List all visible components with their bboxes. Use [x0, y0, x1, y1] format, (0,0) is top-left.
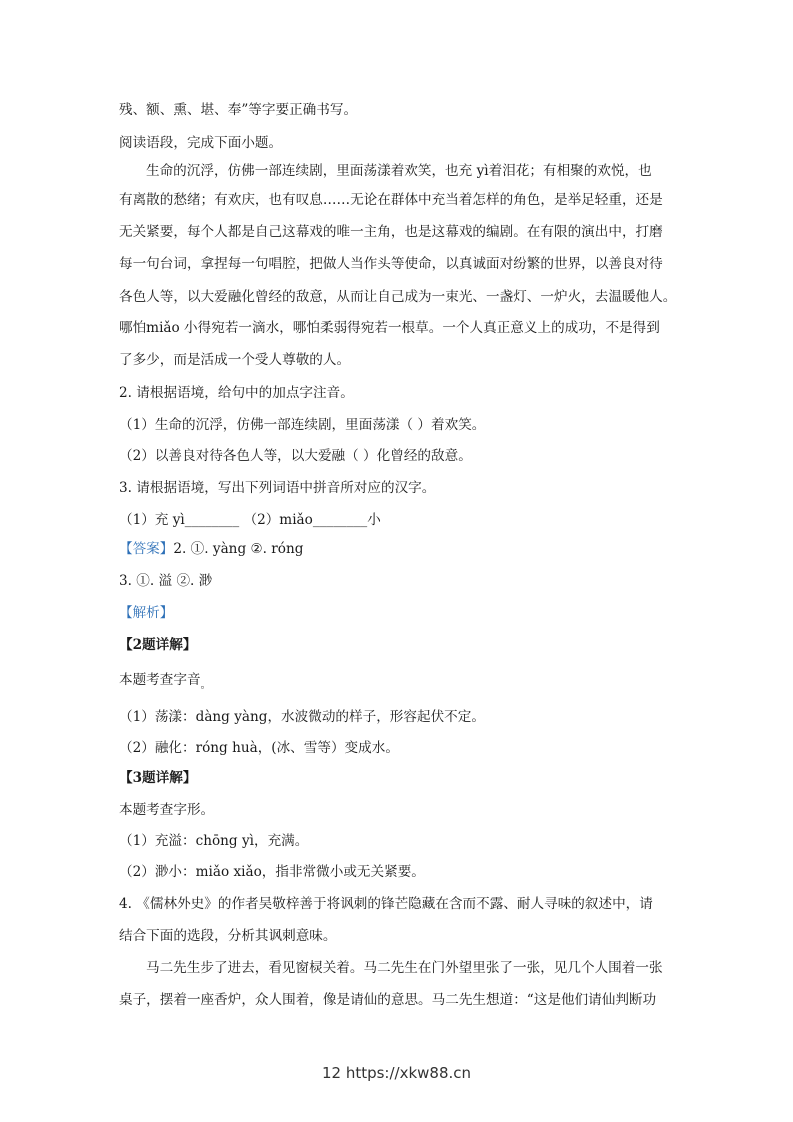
section-heading: 【3题详解】	[119, 770, 197, 786]
question-4: 4. 《儒林外史》的作者吴敬梓善于将讽刺的锋芒隐藏在含而不露、耐人寻味的叙述中，请	[119, 896, 653, 912]
answer-line: 【答案】2. ①. yàng ②. róng	[119, 541, 304, 557]
passage-line: 每一句台词，拿捏每一句唱腔，把做人当作头等使命，以真诚面对纷繁的世界，以善良对待	[119, 256, 663, 272]
question-2-item-2: （2）以善良对待各色人等，以大爱融（ ）化曾经的敌意。	[119, 448, 472, 464]
page-footer: 12 https://xkw88.cn	[321, 1064, 472, 1082]
text-line: （1）充溢：chōng yì，充满。	[119, 833, 309, 849]
text-line: 残、额、熏、堪、奉”等字要正确书写。	[119, 102, 358, 118]
answer-label: 【答案】	[119, 541, 174, 557]
question-2-item-1: （1）生命的沉浮，仿佛一部连续剧，里面荡漾（ ）着欢笑。	[119, 417, 486, 433]
emphasis-dot-char: 融	[227, 289, 242, 305]
question-2: 2. 请根据语境，给句中的加点字注音。	[119, 385, 354, 401]
text-line: （2）渺小：miǎo xiǎo，指非常微小或无关紧要。	[119, 864, 425, 880]
question-3: 3. 请根据语境，写出下列词语中拼音所对应的汉字。	[119, 480, 436, 496]
section-heading: 【2题详解】	[119, 637, 197, 653]
excerpt-line: 马二先生步了进去，看见窗棂关着。马二先生在门外望里张了一张，见几个人围着一张	[146, 960, 663, 976]
excerpt-line: 桌子，摆着一座香炉，众人围着，像是请仙的意思。马二先生想道：“这是他们请仙判断功	[119, 992, 657, 1008]
text-line: 本题考查字形。	[119, 802, 215, 818]
text-line: （1）荡漾：dàng yàng，水波微动的样子，形容起伏不定。	[119, 709, 485, 725]
instruction-line: 阅读语段，完成下面小题。	[119, 135, 283, 151]
question-4-line: 结合下面的选段，分析其讽刺意味。	[119, 928, 337, 944]
answer-line-2: 3. ①. 溢 ②. 渺	[119, 573, 213, 589]
text-line: （2）融化：róng huà，(冰、雪等）变成水。	[119, 740, 399, 756]
emphasis-dot-char: 漾	[377, 163, 391, 179]
passage-line: 有离散的愁绪；有欢庆，也有叹息……无论在群体中充当着怎样的角色，是举足轻重，还是	[119, 192, 663, 208]
passage-line: 了多少，而是活成一个受人尊敬的人。	[119, 352, 351, 368]
passage-line: 各色人等，以大爱融化曾经的敌意，从而让自己成为一束光、一盏灯、一炉火，去温暖他人。	[119, 289, 677, 305]
passage-line: 无关紧要，每个人都是自己这幕戏的唯一主角，也是这幕戏的编剧。在有限的演出中，打磨	[119, 224, 663, 240]
analysis-label: 【解析】	[119, 605, 174, 621]
passage-line: 生命的沉浮，仿佛一部连续剧，里面荡漾着欢笑，也充 yì着泪花；有相聚的欢悦，也	[146, 163, 652, 179]
text-line: 本题考查字音$_。$	[119, 672, 211, 691]
passage-line: 哪怕miǎo 小得宛若一滴水，哪怕柔弱得宛若一根草。一个人真正意义上的成功，不是得到	[119, 320, 660, 336]
question-3-items: （1）充 yì________ （2）miǎo________小	[119, 512, 381, 528]
